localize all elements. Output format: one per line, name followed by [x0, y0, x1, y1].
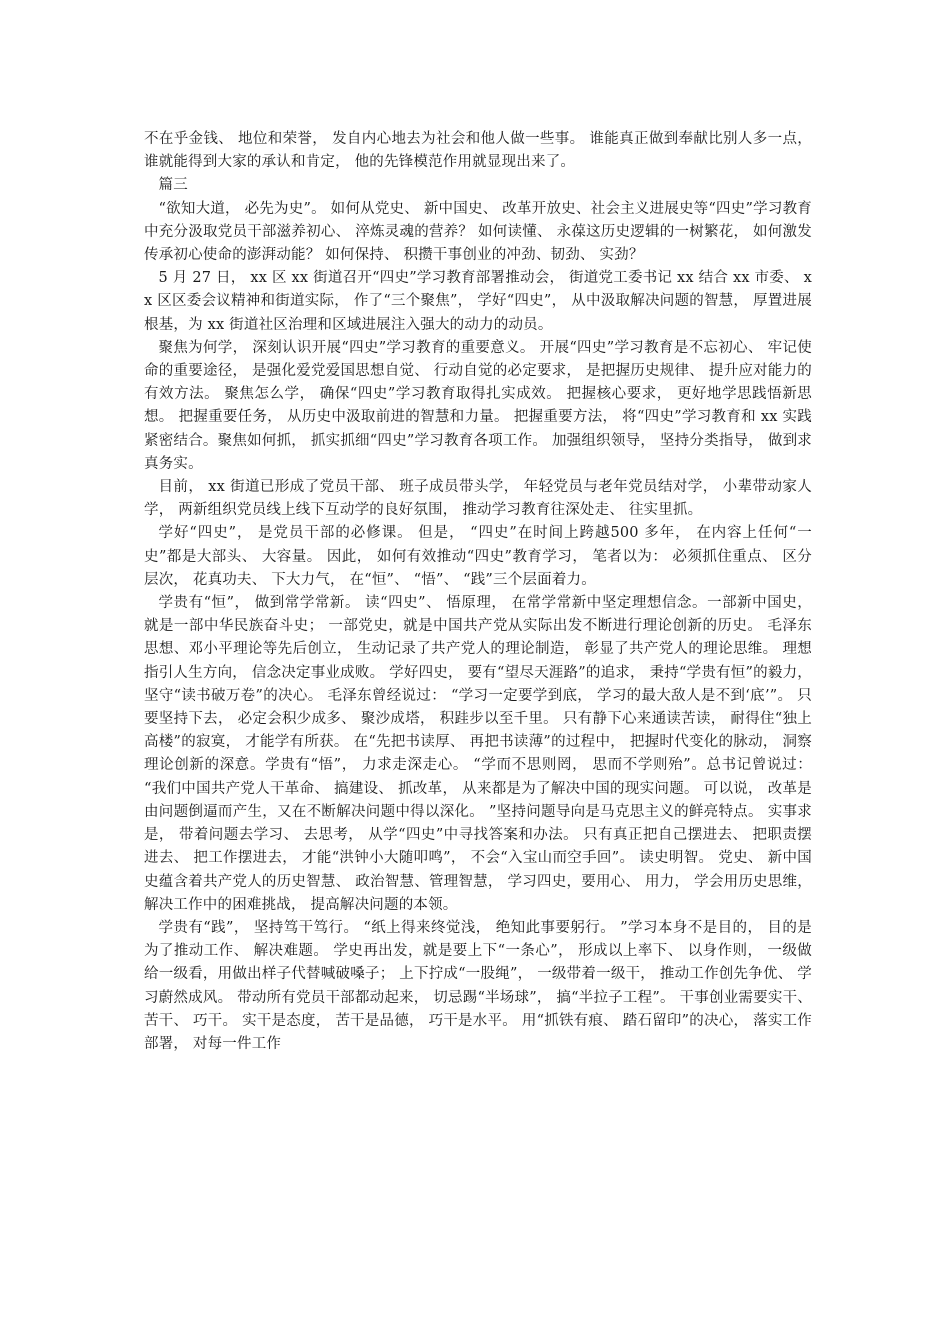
- paragraph: 目前， xx 街道已形成了党员干部、 班子成员带头学， 年轻党员与老年党员结对学， 小辈带动家人学， 两新组织党员线上线下互动学的良好氛围， 推动学习教育往深处走、 往实里抓。: [144, 479, 812, 519]
- paragraph: 5 月 27 日， xx 区 xx 街道召开“四史”学习教育部署推动会， 街道党工委书记 xx 结合 xx 市委、 xx 区区委会议精神和街道实际， 作了“三个聚焦”， 学好“四史”， 从中汲取解决问题的智慧， 厚置进展根基，为 xx 街道社区治理和区域进展注入强大的动力的动员。: [144, 270, 812, 333]
- paragraph: 学贵有“恒”， 做到常学常新。 读“四史”、 悟原理， 在常学常新中坚定理想信念。一部新中国史， 就是一部中华民族奋斗史； 一部党史，就是中国共产党从实际出发不断进行理论创新的历史。 毛泽东思想、邓小平理论等先后创立， 生动记录了共产党人的理论制造， 彰显了共产党人的理论思维。 理想指引人生方向， 信念决定事业成败。 学好四史， 要有“望尽天涯路”的追求， 秉持“学贵有恒”的毅力， 坚守“读书破万卷”的决心。 毛泽东曾经说过： “学习一定要学到底， 学习的最大敌人是不到‘底’”。 只要坚持下去， 必定会积少成多、 聚沙成塔， 积跬步以至千里。 只有静下心来通读苦读， 耐得住“独上高楼”的寂寞， 才能学有所获。 在“先把书读厚、 再把书读薄”的过程中， 把握时代变化的脉动， 洞察理论创新的深意。学贵有“悟”， 力求走深走心。 “学而不思则罔， 思而不学则殆”。总书记曾说过： “我们中国共产党人干革命、 搞建设、 抓改革， 从来都是为了解决中国的现实问题。 可以说， 改革是由问题倒逼而产生，又在不断解决问题中得以深化。 ”坚持问题导向是马克思主义的鲜亮特点。 实事求是， 带着问题去学习、 去思考， 从学“四史”中寻找答案和办法。 只有真正把自己摆进去、 把职责摆进去、 把工作摆进去， 才能“洪钟小大随叩鸣”， 不会“入宝山而空手回”。 读史明智。 党史、 新中国史蕴含着共产党人的历史智慧、 政治智慧、管理智慧， 学习四史，要用心、 用力， 学会用历史思维， 解决工作中的困难挑战， 提高解决问题的本领。: [144, 595, 812, 913]
- paragraph-continuation: 不在乎金钱、 地位和荣誉， 发自内心地去为社会和他人做一些事。 谁能真正做到奉献比别人多一点， 谁就能得到大家的承认和肯定， 他的先锋模范作用就显现出来了。: [144, 131, 812, 171]
- document-body: [144, 128, 812, 1056]
- section-heading: 篇三: [158, 177, 188, 194]
- paragraph: 学好“四史”， 是党员干部的必修课。 但是， “四史”在时间上跨越500 多年， 在内容上任何“一史”都是大部头、 大容量。 因此， 如何有效推动“四史”教育学习， 笔者以为： 必须抓住重点、 区分层次， 花真功夫、 下大力气， 在“恒”、 “悟”、 “践”三个层面着力。: [144, 525, 812, 588]
- paragraph: “欲知大道， 必先为史”。 如何从党史、 新中国史、 改革开放史、社会主义进展史等“四史”学习教育中充分汲取党员干部滋养初心、 淬炼灵魂的营养？ 如何读懂、 永葆这历史逻辑的一树繁花， 如何激发传承初心使命的澎湃动能？ 如何保持、 积攒干事创业的冲劲、韧劲、 实劲？: [144, 200, 812, 264]
- paragraph: 聚焦为何学， 深刻认识开展“四史”学习教育的重要意义。 开展“四史”学习教育是不忘初心、 牢记使命的重要途径， 是强化爱党爱国思想自觉、 行动自觉的必定要求， 是把握历史规律、 提升应对能力的有效方法。 聚焦怎么学， 确保“四史”学习教育取得扎实成效。 把握核心要求， 更好地学思践悟新思想。 把握重要任务， 从历史中汲取前进的智慧和力量。 把握重要方法， 将“四史”学习教育和 xx 实践紧密结合。聚焦如何抓， 抓实抓细“四史”学习教育各项工作。 加强组织领导， 坚持分类指导， 做到求真务实。: [144, 339, 812, 472]
- paragraph: 学贵有“践”， 坚持笃干笃行。 “纸上得来终觉浅， 绝知此事要躬行。 ”学习本身不是目的， 目的是为了推动工作、 解决难题。 学史再出发，就是要上下“一条心”， 形成以上率下、 以身作则， 一级做给一级看，用做出样子代替喊破嗓子； 上下拧成“一股绳”， 一级带着一级干， 推动工作创先争优、 学习蔚然成风。 带动所有党员干部都动起来， 切忌踢“半场球”， 搞“半拉子工程”。 干事创业需要实干、 苦干、 巧干。 实干是态度， 苦干是品德， 巧干是水平。 用“抓铁有痕、 踏石留印”的决心， 落实工作部署， 对每一件工作: [144, 919, 812, 1052]
